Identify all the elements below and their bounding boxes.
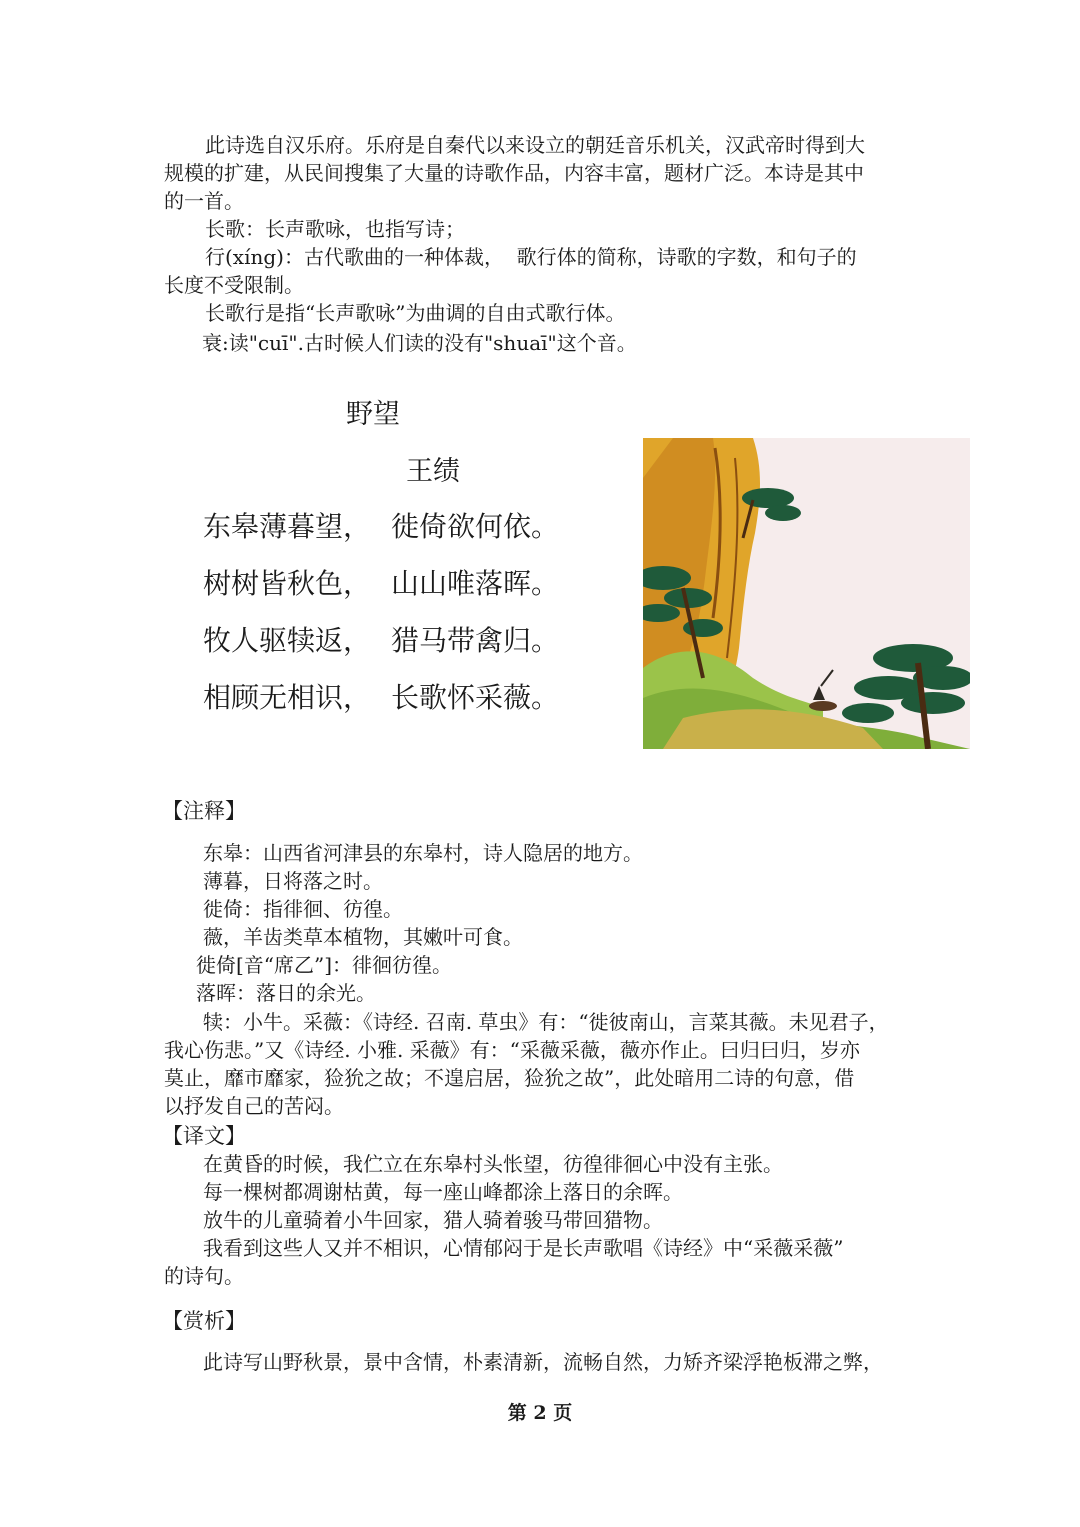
- note-line: 东皋：山西省河津县的东皋村，诗人隐居的地方。: [203, 841, 643, 865]
- poem-line: [203, 564, 559, 604]
- note-line: 我心伤悲。”又《诗经. 小雅. 采薇》有：“采薇采薇，薇亦作止。曰归曰归，岁亦: [164, 1038, 860, 1062]
- intro-line-2: 规模的扩建，从民间搜集了大量的诗歌作品，内容丰富，题材广泛。本诗是其中: [164, 161, 864, 185]
- appreciation-heading: 【赏析】: [162, 1309, 246, 1333]
- poem-line: [203, 621, 559, 661]
- note-line: 以抒发自己的苦闷。: [164, 1094, 344, 1118]
- note-line: 薇，羊齿类草本植物，其嫩叶可食。: [203, 925, 523, 949]
- intro-line-6: 长度不受限制。: [164, 273, 304, 297]
- translation-line: 在黄昏的时候，我伫立在东皋村头怅望，彷徨徘徊心中没有主张。: [203, 1152, 783, 1176]
- intro-line-8: 衰:读"cuī".古时候人们读的没有"shuaī"这个音。: [202, 331, 637, 355]
- intro-line-4: 长歌：长声歌咏，也指写诗；: [205, 217, 465, 241]
- poem-line-second-half: 猎马带禽归。: [391, 624, 560, 657]
- poem-line-first-half: 牧人驱犊返，: [203, 624, 372, 657]
- note-line: 犊：小牛。采薇：《诗经. 召南. 草虫》有：“徙彼南山，言菜其薇。未见君子，: [203, 1010, 889, 1034]
- translation-line: 我看到这些人又并不相识，心情郁闷于是长声歌唱《诗经》中“采薇采薇”: [203, 1236, 844, 1260]
- poem-line-second-half: 长歌怀采薇。: [391, 681, 560, 714]
- poem-title: 野望: [346, 399, 400, 430]
- note-line: 徙倚[音“席乙”]：徘徊彷徨。: [196, 953, 453, 977]
- note-line: 薄暮，日将落之时。: [203, 869, 383, 893]
- poem-line-first-half: 树树皆秋色，: [203, 567, 372, 600]
- intro-line-1: 此诗选自汉乐府。乐府是自秦代以来设立的朝廷音乐机关，汉武帝时得到大: [205, 133, 865, 157]
- poem-line-first-half: 相顾无相识，: [203, 681, 372, 714]
- poem-line: [203, 507, 559, 547]
- poem-line-first-half: 东皋薄暮望，: [203, 510, 372, 543]
- landscape-painting: [643, 438, 970, 749]
- poem-line-second-half: 山山唯落晖。: [391, 567, 560, 600]
- translation-line: 的诗句。: [164, 1264, 244, 1288]
- translation-heading: 【译文】: [162, 1124, 246, 1148]
- intro-line-7: 长歌行是指“长声歌咏”为曲调的自由式歌行体。: [205, 301, 626, 325]
- intro-line-3: 的一首。: [164, 189, 244, 213]
- note-line: 落晖：落日的余光。: [196, 981, 376, 1005]
- note-line: 徙倚：指徘徊、彷徨。: [203, 897, 403, 921]
- note-line: 莫止，靡市靡家，猃狁之故；不遑启居，猃狁之故”，此处暗用二诗的句意，借: [164, 1066, 855, 1090]
- poem-author: 王绩: [406, 456, 460, 487]
- notes-heading: 【注释】: [162, 799, 246, 823]
- appreciation-line: 此诗写山野秋景，景中含情，朴素清新，流畅自然，力矫齐梁浮艳板滞之弊，: [203, 1350, 883, 1374]
- translation-line: 每一棵树都凋谢枯黄，每一座山峰都涂上落日的余晖。: [203, 1180, 683, 1204]
- page-number: 第 2 页: [507, 1402, 573, 1424]
- poem-line: [203, 678, 559, 718]
- translation-line: 放牛的儿童骑着小牛回家，猎人骑着骏马带回猎物。: [203, 1208, 663, 1232]
- poem-line-second-half: 徙倚欲何依。: [391, 510, 560, 543]
- intro-line-5: 行(xíng)：古代歌曲的一种体裁， 歌行体的简称，诗歌的字数，和句子的: [205, 245, 857, 269]
